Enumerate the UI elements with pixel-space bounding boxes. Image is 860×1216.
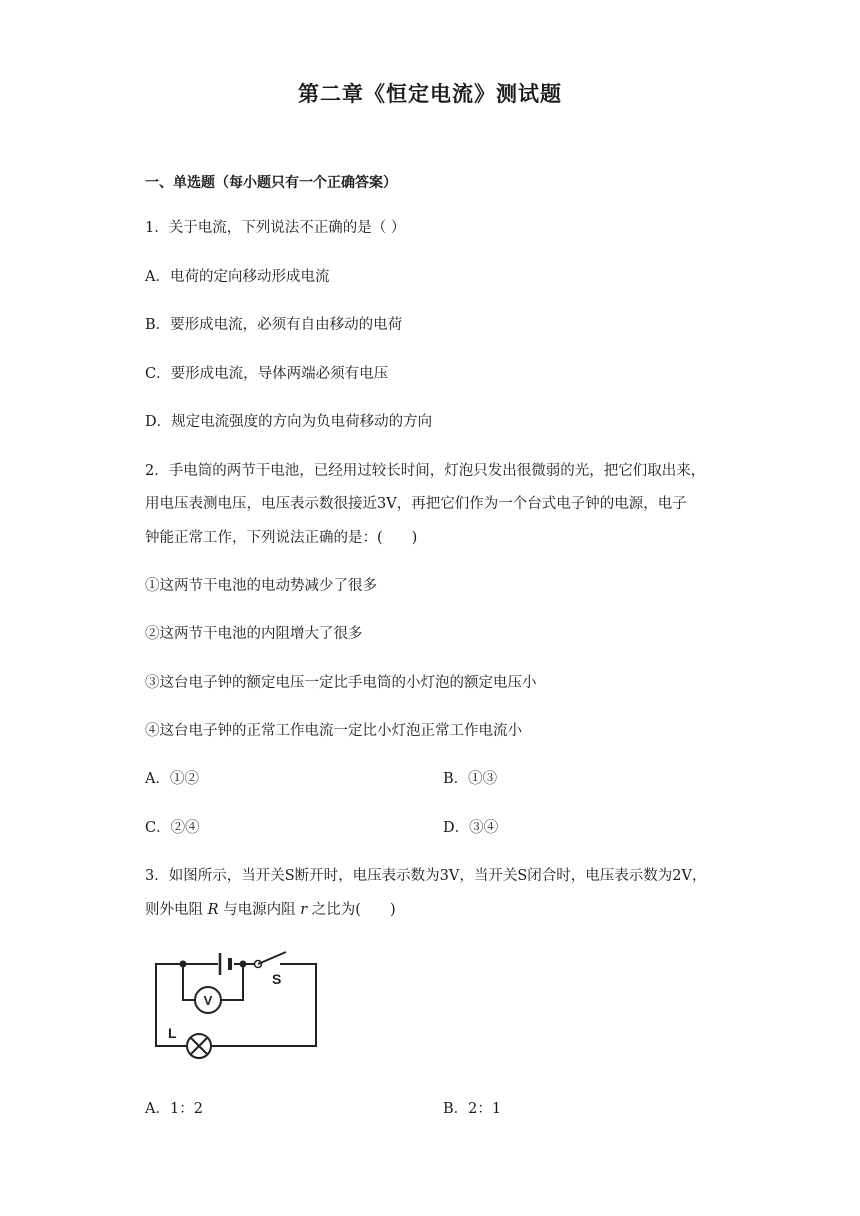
voltmeter-label: V (203, 993, 213, 1008)
q1-stem: 1．关于电流，下列说法不正确的是（ ） (145, 220, 406, 236)
q2-statement-3: ③这台电子钟的额定电压一定比手电筒的小灯泡的额定电压小 (145, 675, 537, 691)
q2-option-a: A．①② (145, 771, 199, 787)
q3-stem-line-1: 3．如图所示，当开关S断开时，电压表示数为3V，当开关S闭合时，电压表示数为2V， (145, 868, 707, 884)
q2-stem-line-1: 2．手电筒的两节干电池，已经用过较长时间，灯泡只发出很微弱的光，把它们取出来， (145, 463, 706, 479)
q3-stem-mid: 与电源内阻 (218, 902, 301, 918)
switch-blade (258, 952, 286, 964)
q3-var-r: r (300, 902, 308, 918)
junction-dot-left (180, 961, 187, 968)
q2-option-c: C．②④ (145, 820, 200, 836)
q1-option-d: D．规定电流强度的方向为负电荷移动的方向 (145, 414, 433, 430)
q2-stem-line-3: 钟能正常工作，下列说法正确的是：( ) (145, 530, 418, 546)
lamp-label: L (168, 1025, 177, 1041)
q2-option-d: D．③④ (443, 820, 499, 836)
page-title: 第二章《恒定电流》测试题 (298, 82, 562, 106)
wire-voltmeter-left (183, 964, 195, 1000)
junction-dot-right (240, 961, 247, 968)
q2-statement-4: ④这台电子钟的正常工作电流一定比小灯泡正常工作电流小 (145, 723, 522, 739)
q3-var-R: R (207, 902, 219, 918)
q3-stem-post: 之比为( ) (307, 902, 396, 918)
q3-stem-pre: 则外电阻 (145, 902, 208, 918)
q1-option-c: C．要形成电流，导体两端必须有电压 (145, 366, 389, 382)
section-heading: 一、单选题（每小题只有一个正确答案） (145, 175, 397, 191)
q1-option-a: A．电荷的定向移动形成电流 (145, 269, 330, 285)
circuit-diagram (148, 946, 323, 1076)
q2-statement-1: ①这两节干电池的电动势减少了很多 (145, 578, 377, 594)
wire-right (212, 964, 316, 1046)
q1-option-b: B．要形成电流，必须有自由移动的电荷 (145, 317, 403, 333)
q2-option-b: B．①③ (443, 771, 498, 787)
q3-option-a: A．1：2 (145, 1101, 203, 1117)
q2-statement-2: ②这两节干电池的内阻增大了很多 (145, 626, 363, 642)
switch-label: S (272, 971, 282, 987)
q3-stem-line-2 (145, 898, 396, 919)
q2-stem-line-2: 用电压表测电压，电压表示数很接近3V，再把它们作为一个台式电子钟的电源，电子 (145, 496, 687, 512)
q3-option-b: B．2：1 (443, 1101, 502, 1117)
